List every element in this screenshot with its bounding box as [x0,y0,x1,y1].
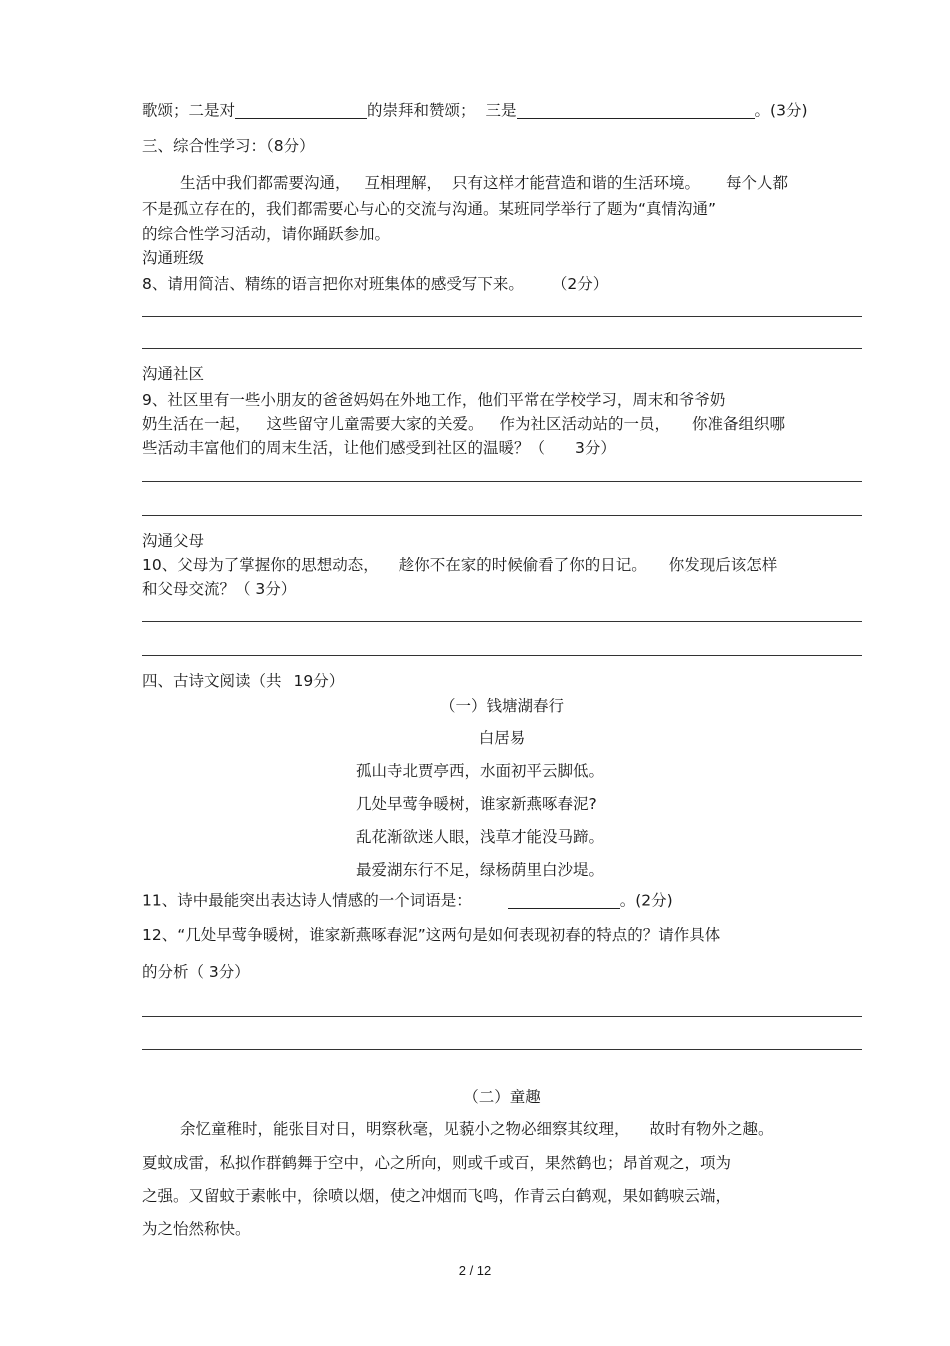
question-score: 。(2分) [619,891,673,910]
text-segment: 每个人都 [726,174,789,192]
section-3-title: 三、综合性学习：（8分） [142,137,315,155]
answer-blank[interactable] [517,102,755,119]
question-12-line-2: 的分析（ 3分） [142,963,250,981]
poem-line: 乱花渐欲迷人眼，浅草才能没马蹄。 [356,828,605,846]
question-text: 8、请用简洁、精练的语言把你对班集体的感受写下来。 [142,275,524,293]
text-segment: 四、古诗文阅读（共 [142,672,282,690]
text-segment: 10、父母为了掌握你的思想动态， [142,556,379,574]
fill-blank-line-top [142,102,808,119]
subheading-parents: 沟通父母 [142,532,205,550]
text-segment: 歌颂；二是对 [142,101,236,120]
answer-line[interactable] [142,621,862,622]
prose-line-2: 夏蚊成雷，私拟作群鹤舞于空中，心之所向，则或千或百，果然鹤也；昂首观之，项为 [142,1154,732,1172]
prose-title: （二）童趣 [463,1088,541,1106]
section-3-intro-line-3: 的综合性学习活动，请你踊跃参加。 [142,225,391,243]
section-4-title [142,674,344,690]
text-segment: 奶生活在一起， [142,415,251,433]
question-text: 11、诗中最能突出表达诗人情感的一个词语是： [142,891,472,910]
text-segment: 生活中我们都需要沟通， [180,174,351,192]
question-10-line-2: 和父母交流？（ 3分） [142,580,297,598]
question-9-line-3 [142,441,616,457]
question-12-line-1: 12、“几处早莺争暖树，谁家新燕啄春泥”这两句是如何表现初春的特点的？请作具体 [142,926,721,944]
answer-blank[interactable] [508,892,620,909]
text-segment: 余忆童稚时，能张目对日，明察秋毫，见藐小之物必细察其纹理， [180,1120,630,1138]
question-9-line-2 [142,417,785,433]
question-11 [142,892,673,909]
poem-line: 孤山寺北贾亭西，水面初平云脚低。 [356,762,605,780]
subheading-community: 沟通社区 [142,365,205,383]
text-segment: 的崇拜和赞颂； [367,101,476,120]
question-score: （2分） [551,275,609,293]
prose-line-1 [180,1122,774,1138]
answer-line[interactable] [142,348,862,349]
text-segment: 三是 [485,101,517,120]
poem-author: 白居易 [478,729,526,747]
question-8 [142,277,608,293]
answer-line[interactable] [142,316,862,317]
poem-title: （一）钱塘湖春行 [439,697,564,715]
answer-blank[interactable] [235,102,367,119]
text-segment: 你准备组织哪 [692,415,786,433]
text-segment: 故时有物外之趣。 [649,1120,774,1138]
section-3-intro-line-2: 不是孤立存在的，我们都需要心与心的交流与沟通。某班同学举行了题为“真情沟通” [142,200,717,218]
text-segment: 19分） [293,672,345,690]
answer-line[interactable] [142,655,862,656]
text-segment: 。(3分) [754,101,808,120]
page-number: 2 / 12 [458,1263,492,1278]
answer-line[interactable] [142,481,862,482]
prose-line-3: 之强。又留蚊于素帐中，徐喷以烟，使之冲烟而飞鸣，作青云白鹤观，果如鹤唳云端， [142,1187,732,1205]
text-segment: 趁你不在家的时候偷看了你的日记。 [398,556,647,574]
question-9-line-1: 9、社区里有一些小朋友的爸爸妈妈在外地工作，他们平常在学校学习，周末和爷爷奶 [142,391,726,409]
answer-line[interactable] [142,1016,862,1017]
answer-line[interactable] [142,515,862,516]
subheading-class: 沟通班级 [142,249,205,267]
text-segment: 只有这样才能营造和谐的生活环境。 [452,174,701,192]
section-3-intro-line-1 [180,176,788,192]
text-segment: 互相理解， [364,174,443,192]
prose-line-4: 为之怡然称快。 [142,1220,251,1238]
text-segment: 些活动丰富他们的周末生活，让他们感受到社区的温暖？（ [142,439,546,457]
text-segment: 这些留守儿童需要大家的关爱。 [266,415,484,433]
question-10-line-1 [142,558,777,574]
poem-line: 最爱湖东行不足，绿杨荫里白沙堤。 [356,861,605,879]
answer-line[interactable] [142,1049,862,1050]
text-segment: 你发现后该怎样 [668,556,778,574]
poem-line: 几处早莺争暖树，谁家新燕啄春泥? [356,795,597,813]
question-score: 3分） [575,439,616,457]
text-segment: 作为社区活动站的一员， [499,415,671,433]
